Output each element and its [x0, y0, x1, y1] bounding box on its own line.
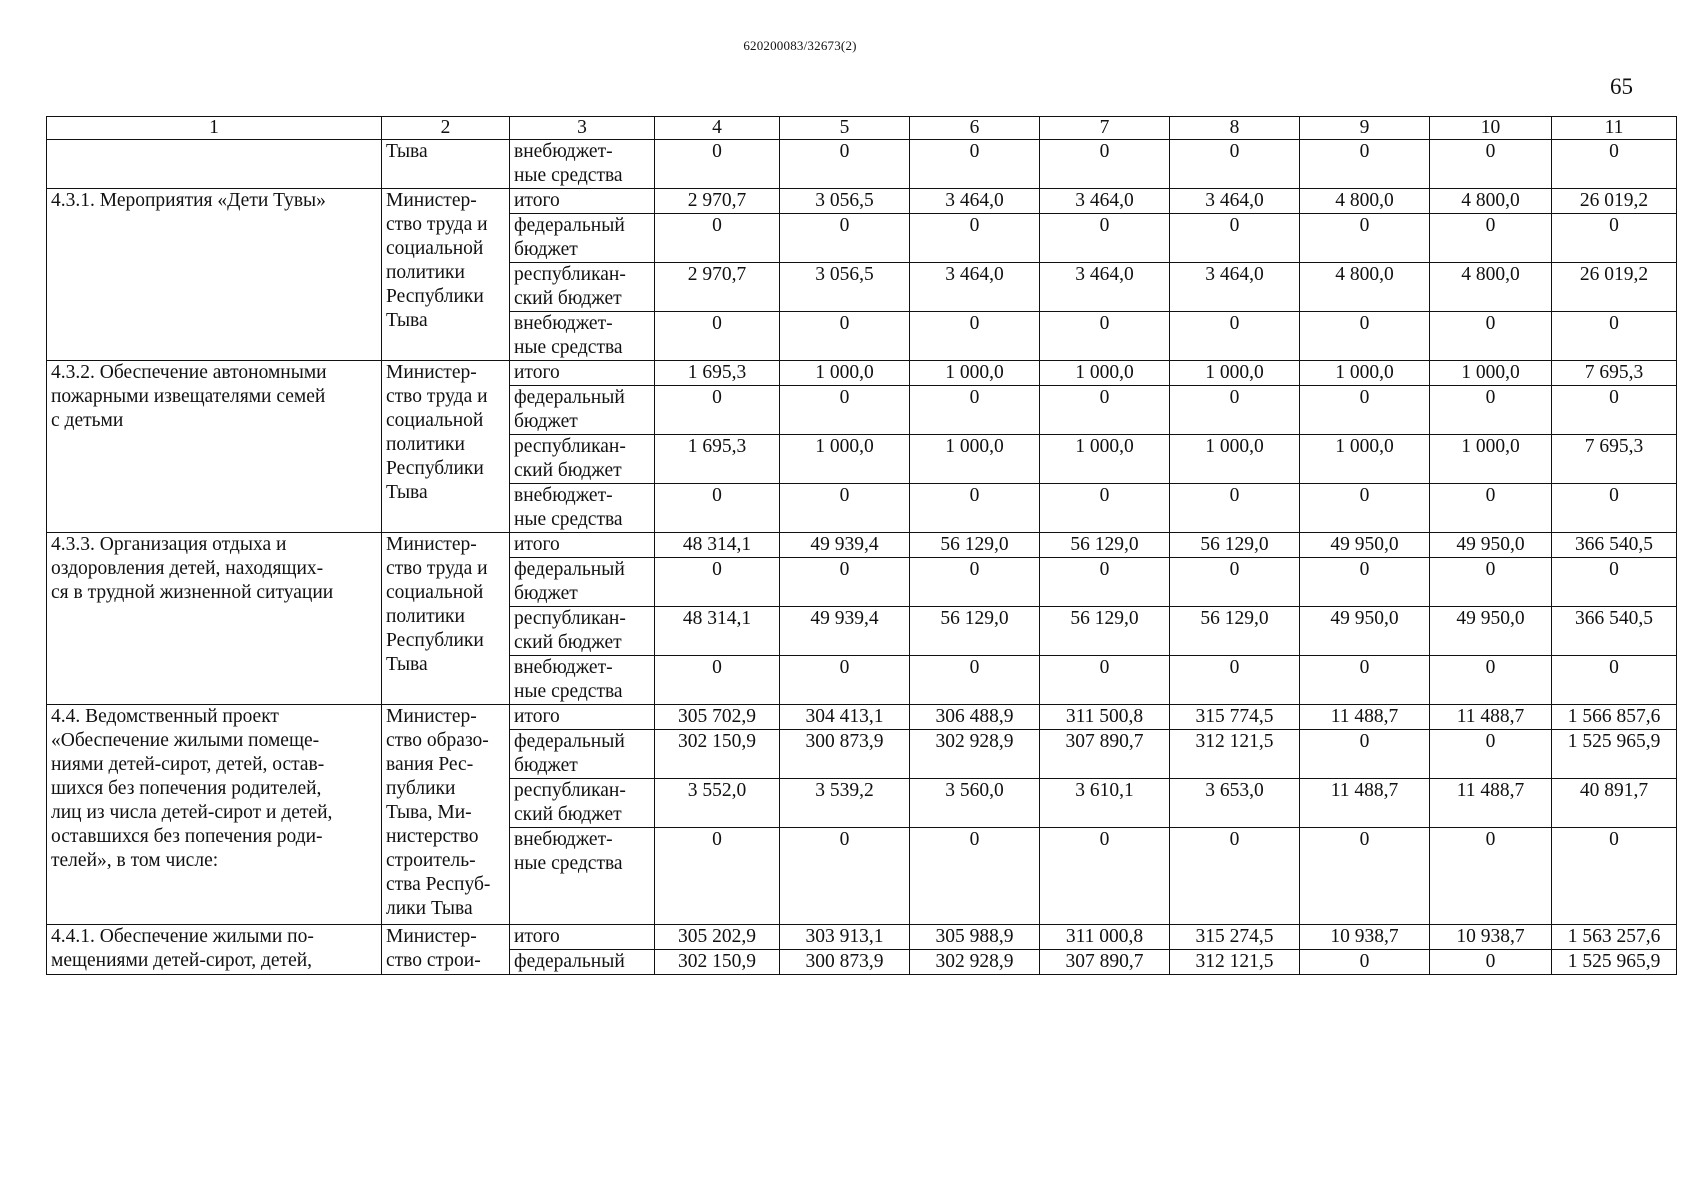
value-cell: 0 [1300, 214, 1430, 263]
value-cell: 0 [1040, 386, 1170, 435]
funding-source-cell: республикан- ский бюджет [510, 607, 655, 656]
funding-source-cell: федеральный бюджет [510, 386, 655, 435]
value-cell: 366 540,5 [1552, 607, 1677, 656]
value-cell: 1 563 257,6 [1552, 925, 1677, 950]
value-cell: 0 [1552, 386, 1677, 435]
value-cell: 0 [910, 656, 1040, 705]
value-cell: 1 000,0 [1040, 435, 1170, 484]
value-cell: 0 [910, 558, 1040, 607]
value-cell: 56 129,0 [1040, 607, 1170, 656]
value-cell: 0 [655, 214, 780, 263]
column-number: 11 [1552, 117, 1677, 140]
value-cell: 4 800,0 [1300, 263, 1430, 312]
value-cell: 0 [1170, 828, 1300, 925]
value-cell: 0 [1040, 312, 1170, 361]
value-cell: 0 [780, 214, 910, 263]
value-cell: 2 970,7 [655, 263, 780, 312]
value-cell: 3 464,0 [1040, 189, 1170, 214]
value-cell: 3 539,2 [780, 779, 910, 828]
value-cell: 315 274,5 [1170, 925, 1300, 950]
value-cell: 0 [1430, 656, 1552, 705]
value-cell: 0 [780, 312, 910, 361]
value-cell: 10 938,7 [1300, 925, 1430, 950]
value-cell: 1 000,0 [1300, 435, 1430, 484]
value-cell: 0 [1552, 558, 1677, 607]
column-number: 1 [47, 117, 382, 140]
value-cell: 10 938,7 [1430, 925, 1552, 950]
value-cell: 307 890,7 [1040, 950, 1170, 975]
funding-source-cell: итого [510, 925, 655, 950]
responsible-cell: Тыва [382, 140, 510, 189]
value-cell: 0 [1170, 484, 1300, 533]
activity-name-cell: 4.3.2. Обеспечение автономными пожарными извещателями семей с детьми [47, 361, 382, 533]
value-cell: 1 000,0 [1170, 435, 1300, 484]
column-number: 4 [655, 117, 780, 140]
value-cell: 1 695,3 [655, 361, 780, 386]
value-cell: 0 [910, 214, 1040, 263]
value-cell: 11 488,7 [1430, 779, 1552, 828]
value-cell: 0 [1170, 558, 1300, 607]
value-cell: 26 019,2 [1552, 189, 1677, 214]
value-cell: 312 121,5 [1170, 730, 1300, 779]
value-cell: 303 913,1 [780, 925, 910, 950]
value-cell: 302 150,9 [655, 950, 780, 975]
value-cell: 300 873,9 [780, 730, 910, 779]
value-cell: 307 890,7 [1040, 730, 1170, 779]
value-cell: 1 000,0 [910, 435, 1040, 484]
table-row [47, 925, 1677, 950]
value-cell: 7 695,3 [1552, 361, 1677, 386]
value-cell: 0 [655, 558, 780, 607]
value-cell: 56 129,0 [1170, 533, 1300, 558]
value-cell: 1 525 965,9 [1552, 730, 1677, 779]
value-cell: 3 464,0 [910, 189, 1040, 214]
value-cell: 4 800,0 [1300, 189, 1430, 214]
activity-name-cell: 4.3.3. Организация отдыха и оздоровления детей, находящих- ся в трудной жизненной ситуации [47, 533, 382, 705]
value-cell: 1 000,0 [1300, 361, 1430, 386]
value-cell: 0 [780, 386, 910, 435]
value-cell: 1 000,0 [1430, 435, 1552, 484]
value-cell: 0 [1430, 140, 1552, 189]
value-cell: 0 [1430, 950, 1552, 975]
value-cell: 1 000,0 [1170, 361, 1300, 386]
value-cell: 0 [780, 484, 910, 533]
responsible-cell: Министер- ство образо- вания Рес- публики Тыва, Ми- нистерство строитель- ства Респуб- лики Тыва [382, 705, 510, 925]
responsible-cell: Министер- ство труда и социальной политики Республики Тыва [382, 361, 510, 533]
value-cell: 0 [780, 140, 910, 189]
funding-source-cell: итого [510, 189, 655, 214]
value-cell: 49 939,4 [780, 607, 910, 656]
value-cell: 0 [1300, 828, 1430, 925]
column-number: 6 [910, 117, 1040, 140]
value-cell: 0 [655, 140, 780, 189]
value-cell: 304 413,1 [780, 705, 910, 730]
value-cell: 0 [1552, 312, 1677, 361]
value-cell: 0 [655, 656, 780, 705]
funding-source-cell: внебюджет- ные средства [510, 828, 655, 925]
table-body [47, 140, 1677, 975]
funding-source-cell: внебюджет- ные средства [510, 484, 655, 533]
value-cell: 0 [1430, 312, 1552, 361]
value-cell: 48 314,1 [655, 607, 780, 656]
value-cell: 0 [780, 828, 910, 925]
value-cell: 0 [1170, 312, 1300, 361]
value-cell: 0 [655, 828, 780, 925]
funding-source-cell: республикан- ский бюджет [510, 263, 655, 312]
value-cell: 3 464,0 [1170, 189, 1300, 214]
value-cell: 305 202,9 [655, 925, 780, 950]
funding-source-cell: федеральный [510, 950, 655, 975]
value-cell: 0 [910, 386, 1040, 435]
value-cell: 0 [910, 828, 1040, 925]
value-cell: 3 464,0 [1170, 263, 1300, 312]
value-cell: 0 [1430, 484, 1552, 533]
value-cell: 49 939,4 [780, 533, 910, 558]
value-cell: 0 [655, 312, 780, 361]
column-number: 10 [1430, 117, 1552, 140]
value-cell: 1 000,0 [780, 435, 910, 484]
value-cell: 300 873,9 [780, 950, 910, 975]
value-cell: 0 [1300, 558, 1430, 607]
value-cell: 0 [1300, 140, 1430, 189]
value-cell: 49 950,0 [1300, 533, 1430, 558]
value-cell: 4 800,0 [1430, 189, 1552, 214]
value-cell: 11 488,7 [1300, 705, 1430, 730]
value-cell: 49 950,0 [1430, 607, 1552, 656]
value-cell: 302 928,9 [910, 730, 1040, 779]
value-cell: 0 [910, 140, 1040, 189]
value-cell: 0 [1040, 656, 1170, 705]
value-cell: 315 774,5 [1170, 705, 1300, 730]
activity-name-cell: 4.4. Ведомственный проект «Обеспечение жилыми помеще- ниями детей-сирот, детей, остав- шихся без попечения родителей, лиц из числа детей-сирот и детей, оставшихся без попечения роди- телей», в том числе: [47, 705, 382, 925]
value-cell: 3 560,0 [910, 779, 1040, 828]
document-id: 620200083/32673(2) [743, 38, 857, 53]
table-row [47, 705, 1677, 730]
value-cell: 302 150,9 [655, 730, 780, 779]
value-cell: 3 056,5 [780, 189, 910, 214]
funding-source-cell: республикан- ский бюджет [510, 779, 655, 828]
value-cell: 0 [910, 484, 1040, 533]
table-row [47, 533, 1677, 558]
value-cell: 0 [1040, 214, 1170, 263]
value-cell: 56 129,0 [910, 533, 1040, 558]
column-number: 7 [1040, 117, 1170, 140]
value-cell: 312 121,5 [1170, 950, 1300, 975]
value-cell: 366 540,5 [1552, 533, 1677, 558]
value-cell: 305 988,9 [910, 925, 1040, 950]
value-cell: 56 129,0 [1170, 607, 1300, 656]
value-cell: 0 [1430, 558, 1552, 607]
funding-source-cell: федеральный бюджет [510, 730, 655, 779]
value-cell: 0 [1040, 558, 1170, 607]
value-cell: 0 [1552, 214, 1677, 263]
funding-source-cell: итого [510, 361, 655, 386]
table-row [47, 361, 1677, 386]
value-cell: 1 000,0 [1040, 361, 1170, 386]
value-cell: 48 314,1 [655, 533, 780, 558]
value-cell: 305 702,9 [655, 705, 780, 730]
value-cell: 2 970,7 [655, 189, 780, 214]
value-cell: 0 [910, 312, 1040, 361]
value-cell: 0 [1300, 484, 1430, 533]
value-cell: 1 525 965,9 [1552, 950, 1677, 975]
value-cell: 0 [655, 484, 780, 533]
value-cell: 1 000,0 [780, 361, 910, 386]
value-cell: 1 566 857,6 [1552, 705, 1677, 730]
value-cell: 11 488,7 [1300, 779, 1430, 828]
funding-source-cell: внебюджет- ные средства [510, 140, 655, 189]
value-cell: 0 [1300, 386, 1430, 435]
value-cell: 0 [1300, 312, 1430, 361]
value-cell: 0 [1040, 828, 1170, 925]
value-cell: 3 653,0 [1170, 779, 1300, 828]
page-number: 65 [1610, 74, 1633, 99]
value-cell: 49 950,0 [1430, 533, 1552, 558]
value-cell: 40 891,7 [1552, 779, 1677, 828]
funding-source-cell: федеральный бюджет [510, 558, 655, 607]
value-cell: 3 056,5 [780, 263, 910, 312]
value-cell: 49 950,0 [1300, 607, 1430, 656]
value-cell: 0 [1170, 386, 1300, 435]
value-cell: 302 928,9 [910, 950, 1040, 975]
responsible-cell: Министер- ство труда и социальной политики Республики Тыва [382, 533, 510, 705]
activity-name-cell: 4.4.1. Обеспечение жилыми по- мещениями детей-сирот, детей, [47, 925, 382, 975]
value-cell: 0 [1040, 484, 1170, 533]
funding-source-cell: итого [510, 705, 655, 730]
value-cell: 1 000,0 [910, 361, 1040, 386]
value-cell: 306 488,9 [910, 705, 1040, 730]
value-cell: 0 [1552, 656, 1677, 705]
funding-source-cell: федеральный бюджет [510, 214, 655, 263]
column-number: 8 [1170, 117, 1300, 140]
funding-source-cell: внебюджет- ные средства [510, 656, 655, 705]
column-number: 3 [510, 117, 655, 140]
value-cell: 56 129,0 [1040, 533, 1170, 558]
column-number: 2 [382, 117, 510, 140]
funding-source-cell: республикан- ский бюджет [510, 435, 655, 484]
value-cell: 11 488,7 [1430, 705, 1552, 730]
value-cell: 3 464,0 [1040, 263, 1170, 312]
value-cell: 0 [655, 386, 780, 435]
value-cell: 0 [1430, 214, 1552, 263]
funding-source-cell: внебюджет- ные средства [510, 312, 655, 361]
value-cell: 0 [1552, 828, 1677, 925]
value-cell: 0 [1170, 140, 1300, 189]
value-cell: 26 019,2 [1552, 263, 1677, 312]
column-number: 9 [1300, 117, 1430, 140]
value-cell: 0 [1170, 656, 1300, 705]
column-number-row [47, 117, 1677, 140]
funding-source-cell: итого [510, 533, 655, 558]
column-number: 5 [780, 117, 910, 140]
activity-name-cell [47, 140, 382, 189]
value-cell: 0 [780, 558, 910, 607]
value-cell: 0 [1300, 950, 1430, 975]
value-cell: 0 [1430, 730, 1552, 779]
value-cell: 1 000,0 [1430, 361, 1552, 386]
value-cell: 0 [1300, 730, 1430, 779]
value-cell: 0 [1552, 484, 1677, 533]
value-cell: 0 [1430, 386, 1552, 435]
value-cell: 311 000,8 [1040, 925, 1170, 950]
value-cell: 0 [1300, 656, 1430, 705]
value-cell: 0 [1552, 140, 1677, 189]
value-cell: 0 [1040, 140, 1170, 189]
table-row [47, 140, 1677, 189]
table-row [47, 189, 1677, 214]
value-cell: 7 695,3 [1552, 435, 1677, 484]
value-cell: 1 695,3 [655, 435, 780, 484]
value-cell: 0 [1170, 214, 1300, 263]
value-cell: 0 [1430, 828, 1552, 925]
value-cell: 56 129,0 [910, 607, 1040, 656]
value-cell: 3 464,0 [910, 263, 1040, 312]
budget-table [46, 116, 1677, 975]
value-cell: 311 500,8 [1040, 705, 1170, 730]
value-cell: 3 552,0 [655, 779, 780, 828]
responsible-cell: Министер- ство строи- [382, 925, 510, 975]
responsible-cell: Министер- ство труда и социальной политики Республики Тыва [382, 189, 510, 361]
activity-name-cell: 4.3.1. Мероприятия «Дети Тувы» [47, 189, 382, 361]
value-cell: 4 800,0 [1430, 263, 1552, 312]
value-cell: 3 610,1 [1040, 779, 1170, 828]
value-cell: 0 [780, 656, 910, 705]
